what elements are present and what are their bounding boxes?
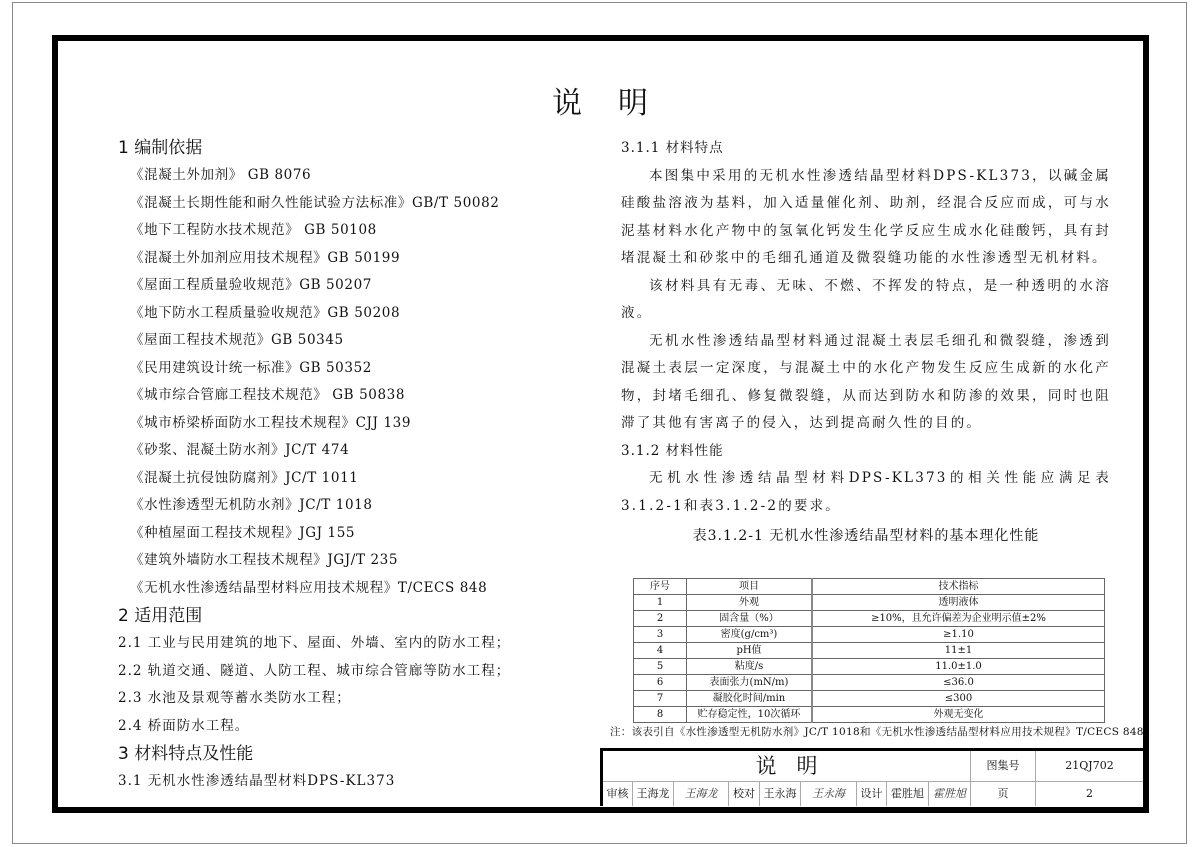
reference-item: 《混凝土外加剂》 GB 8076 — [130, 167, 312, 183]
checker-signature: 王永海 — [801, 782, 857, 806]
page-title: 说明 — [552, 86, 684, 121]
reference-item: 《水性渗透型无机防水剂》JC/T 1018 — [130, 497, 373, 513]
check-label: 校对 — [729, 782, 760, 806]
subsection-heading-features: 3.1.1 材料特点 — [621, 140, 724, 156]
table-row — [634, 643, 1105, 659]
table-header: 项目 — [687, 579, 813, 595]
page-number: 2 — [1086, 787, 1093, 800]
left-column — [118, 134, 598, 796]
table-cell: 密度(g/cm³) — [687, 627, 813, 643]
scope-item: 2.1 工业与民用建筑的地下、屋面、外墙、室内的防水工程； — [118, 635, 511, 651]
table-row — [634, 595, 1105, 611]
table-header-row — [634, 579, 1105, 595]
right-column — [621, 135, 1111, 550]
designer-name: 霍胜旭 — [887, 782, 929, 806]
table-row — [634, 675, 1105, 691]
scope-item: 2.3 水池及景观等蓄水类防水工程； — [118, 690, 351, 706]
reference-item: 《混凝土抗侵蚀防腐剂》JC/T 1011 — [130, 469, 359, 486]
table-cell: 2 — [634, 611, 687, 627]
reviewer-signature: 王海龙 — [674, 782, 729, 806]
table-cell: 外观无变化 — [812, 707, 1105, 723]
table-row — [634, 627, 1105, 643]
table-cell: 1 — [634, 595, 687, 611]
reference-item: 《混凝土长期性能和耐久性能试验方法标准》GB/T 50082 — [130, 194, 500, 211]
reference-item: 《地下防水工程质量验收规范》GB 50208 — [130, 304, 401, 321]
atlas-label: 图集号 — [971, 751, 1036, 781]
section-heading-scope: 2 适用范围 — [118, 606, 203, 626]
table-cell: 固含量（%） — [687, 611, 813, 627]
paragraph: 本图集中采用的无机水性渗透结晶型材料DPS-KL373，以碱金属硅酸盐溶液为基料，加入适量催化剂、助剂，经混合反应而成，可与水泥基材料水化产物中的氢氧化钙发生化学反应生成水化硅酸钙，具有封堵混凝土和砂浆中的毛细孔通道及微裂缝功能的水性渗透型无机材料。 — [621, 167, 1111, 266]
table-cell: 7 — [634, 691, 687, 707]
reference-item: 《城市综合管廊工程技术规范》 GB 50838 — [130, 387, 406, 403]
scope-list — [118, 630, 598, 740]
table-row — [634, 691, 1105, 707]
section-heading-material: 3 材料特点及性能 — [118, 744, 254, 764]
properties-table — [633, 578, 1105, 723]
table-cell: 贮存稳定性，10次循环 — [687, 707, 813, 723]
table-cell: 5 — [634, 659, 687, 675]
reference-item: 《城市桥梁桥面防水工程技术规程》CJJ 139 — [130, 414, 412, 431]
reference-item: 《民用建筑设计统一标准》GB 50352 — [130, 359, 372, 376]
scope-item: 2.4 桥面防水工程。 — [118, 717, 250, 734]
table-cell: 6 — [634, 675, 687, 691]
subsection-material-name: 3.1 无机水性渗透结晶型材料DPS-KL373 — [118, 773, 396, 789]
reference-item: 《屋面工程技术规范》GB 50345 — [130, 332, 344, 348]
table-cell: pH值 — [687, 643, 813, 659]
table-cell: 凝胶化时间/min — [687, 691, 813, 707]
checker-name: 王永海 — [760, 782, 801, 806]
reviewer-name: 王海龙 — [633, 782, 674, 806]
reference-item: 《种植屋面工程技术规程》JGJ 155 — [130, 524, 356, 541]
designer-signature: 霍胜旭 — [929, 782, 971, 806]
title-block-row-2 — [603, 782, 1143, 806]
table-cell: 透明液体 — [812, 595, 1105, 611]
reference-item: 《地下工程防水技术规范》 GB 50108 — [130, 222, 377, 238]
paragraph: 无机水性渗透结晶型材料通过混凝土表层毛细孔和微裂缝，渗透到混凝土表层一定深度，与混凝土中的水化产物发生反应生成新的水化产物，封堵毛细孔、修复微裂缝，从而达到防水和防渗的效果，同时也阻滞了其他有害离子的侵入，达到提高耐久性的目的。 — [621, 332, 1111, 431]
paragraph: 无机水性渗透结晶型材料DPS-KL373的相关性能应满足表3.1.2-1和表3.1.2-2的要求。 — [621, 470, 1111, 514]
table-cell: 8 — [634, 707, 687, 723]
table-cell: 11±1 — [812, 643, 1105, 659]
table-cell: 粘度/s — [687, 659, 813, 675]
reference-item: 《砂浆、混凝土防水剂》JC/T 474 — [130, 442, 350, 458]
table-cell: 3 — [634, 627, 687, 643]
subsection-heading-performance: 3.1.2 材料性能 — [621, 442, 724, 459]
table-row — [634, 611, 1105, 627]
section-heading-basis: 1 编制依据 — [118, 138, 203, 158]
paragraph: 该材料具有无毒、无味、不燃、不挥发的特点，是一种透明的水溶液。 — [621, 277, 1111, 321]
table-cell: ≥10%，且允许偏差为企业明示值±2% — [812, 611, 1105, 627]
design-label: 设计 — [857, 782, 887, 806]
table-row — [634, 707, 1105, 723]
table-note: 注：该表引自《水性渗透型无机防水剂》JC/T 1018和《无机水性渗透结晶型材料应用技术规程》T/CECS 848。 — [610, 726, 1155, 738]
table-cell: 外观 — [687, 595, 813, 611]
table-header: 序号 — [634, 579, 687, 595]
table-cell: ≤300 — [812, 691, 1105, 707]
review-label: 审核 — [603, 782, 633, 806]
table-cell: 4 — [634, 643, 687, 659]
scope-item: 2.2 轨道交通、隧道、人防工程、城市综合管廊等防水工程； — [118, 662, 511, 679]
table-cell: 表面张力(mN/m) — [687, 675, 813, 691]
table-cell: ≥1.10 — [812, 627, 1105, 643]
title-block-row-1 — [603, 751, 1143, 782]
atlas-number: 21QJ702 — [1065, 759, 1114, 772]
reference-item: 《屋面工程质量验收规范》GB 50207 — [130, 277, 372, 293]
title-block — [600, 748, 1143, 806]
reference-list — [118, 162, 598, 602]
reference-item: 《无机水性渗透结晶型材料应用技术规程》T/CECS 848 — [130, 579, 488, 596]
table-row — [634, 659, 1105, 675]
drawing-name: 说明 — [603, 751, 971, 781]
table-cell: 11.0±1.0 — [812, 659, 1105, 675]
page-label: 页 — [971, 782, 1036, 806]
table-title: 表3.1.2-1 无机水性渗透结晶型材料的基本理化性能 — [692, 528, 1040, 544]
reference-item: 《建筑外墙防水工程技术规程》JGJ/T 235 — [130, 552, 399, 568]
table-cell: ≤36.0 — [812, 675, 1105, 691]
reference-item: 《混凝土外加剂应用技术规程》GB 50199 — [130, 249, 401, 266]
table-header: 技术指标 — [812, 579, 1105, 595]
